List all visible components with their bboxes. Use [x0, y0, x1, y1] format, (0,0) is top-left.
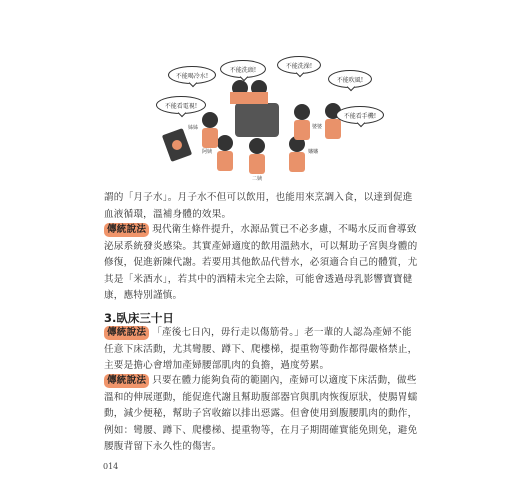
paragraph-4: [104, 373, 420, 456]
illustration-label: 婆婆: [312, 124, 323, 130]
illustration-label: 二姨: [252, 176, 263, 182]
paragraph-2-text: 現代衛生條件提升，水源品質已不必多慮，不喝水反而會導致泌尿系統發炎感染。其實產婦適度的飲用溫熱水，可以幫助子宮與身體的修復，促進新陳代謝。若要用其他飲品代替水，必須適合自己的體質，尤其是「米酒水」，若其中的酒精未完全去除，可能會透過母乳影響寶寶健康，應特別謹慎。: [104, 224, 418, 301]
speech-bubble: 不能洗頭!: [220, 60, 266, 78]
paragraph-2: [104, 222, 420, 305]
illustration: [140, 28, 390, 188]
illustration-label: 嬸嬸: [308, 149, 319, 155]
speech-bubble: 不能吹風!: [328, 70, 372, 88]
speech-bubble: 不能喝冷水!: [168, 66, 216, 84]
illustration-label: 阿姨: [202, 149, 213, 155]
paragraph-3: [104, 325, 420, 375]
traditional-saying-tag: 傳統說法: [104, 223, 149, 237]
paragraph-3-text: 「產後七日內，毋行走以傷筋骨。」老一輩的人認為產婦不能任意下床活動，尤其彎腰、蹲下、爬樓梯，提重物等動作都得嚴格禁止，主要是擔心會增加產婦腰部肌肉的負擔，過度勞累。: [104, 327, 418, 371]
paragraph-1: 謂的「月子水」。月子水不但可以飲用，也能用來烹調入食，以達到促進血液循環，溫補身體的效果。: [104, 192, 413, 220]
section-title: 3.臥床三十日: [104, 311, 174, 325]
page-number: 014: [103, 462, 119, 471]
speech-bubble: 不能看電視!: [156, 96, 206, 114]
speech-bubble: 不能洗澡!: [277, 56, 321, 74]
illustration-label: 姊姊: [188, 125, 199, 131]
traditional-saying-tag: 傳統說法: [104, 326, 149, 340]
paragraph-4-text: 只要在體力能夠負荷的範圍內，產婦可以適度下床活動，做些溫和的伸展運動，能促進代謝且幫助腹部器官與肌肉恢復原狀，使腸胃蠕動，減少便秘，幫助子宮收縮以排出惡露。但會使用到腹腰肌肉的動作，例如：彎腰、蹲下、爬樓梯、提重物等，在月子期間確實能免則免，避免腰腹背留下永久性的傷害。: [104, 375, 418, 452]
speech-bubble: 不能看手機!: [336, 106, 384, 124]
traditional-saying-tag: 傳統說法: [104, 374, 149, 388]
